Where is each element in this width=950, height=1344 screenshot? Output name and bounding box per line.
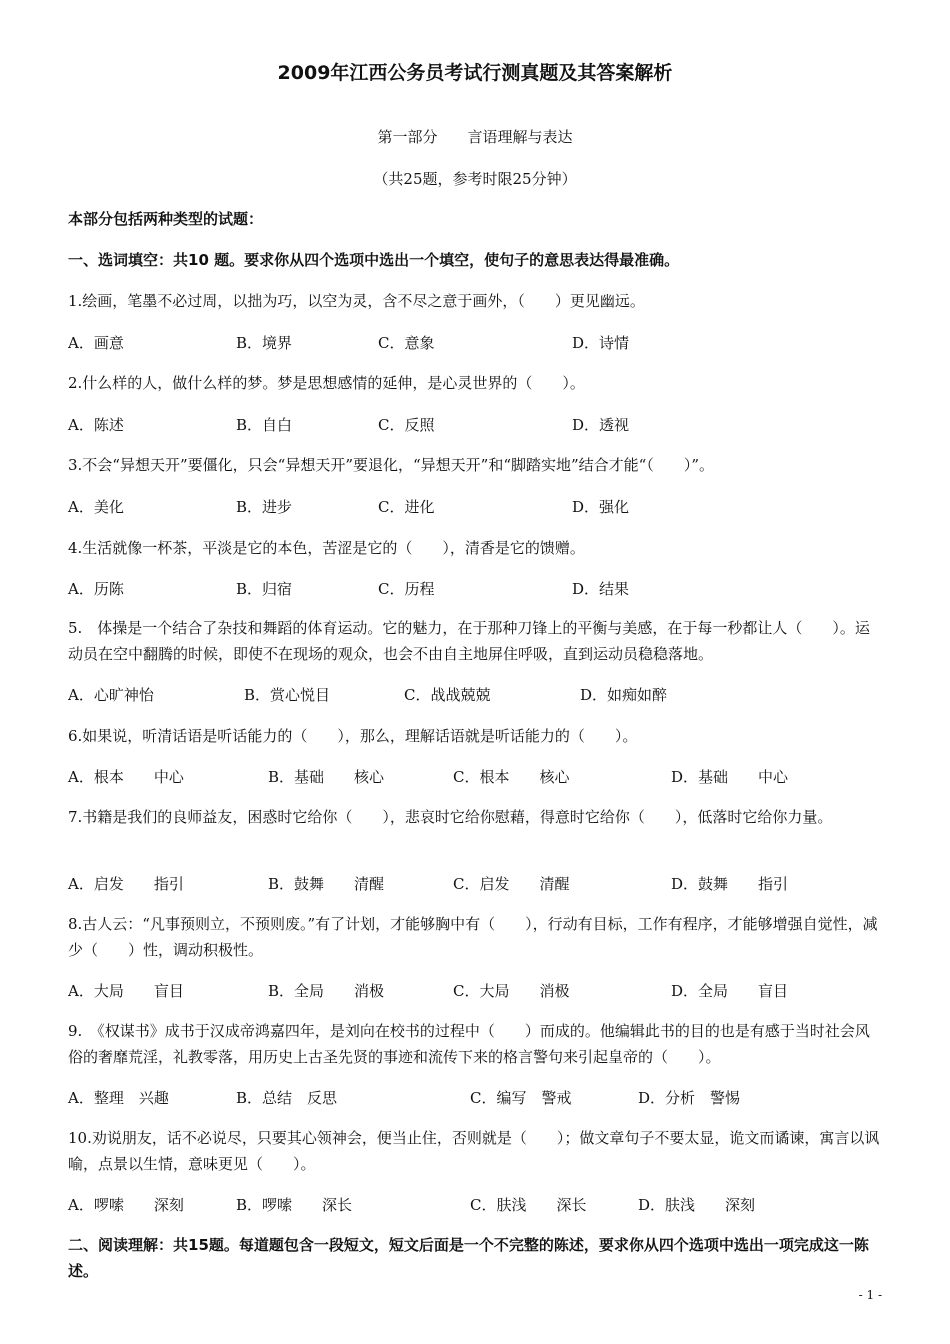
document-title: 2009年江西公务员考试行测真题及其答案解析 bbox=[277, 62, 673, 84]
q7-option-c: C．启发 清醒 bbox=[453, 875, 570, 893]
q10-option-b: B．啰嗦 深长 bbox=[236, 1196, 353, 1214]
q10-option-c: C．肤浅 深长 bbox=[470, 1196, 587, 1214]
question-7: 7.书籍是我们的良师益友，困惑时它给你（ ），悲哀时它给你慰藉，得意时它给你（ ），低落时它给你力量。 bbox=[68, 808, 833, 826]
q4-option-b: B．归宿 bbox=[236, 580, 293, 598]
section-2-heading: 二、阅读理解：共15题。每道题包含一段短文，短文后面是一个不完整的陈述，要求你从四个选项中选出一项完成这一陈述。 bbox=[68, 1236, 869, 1280]
q6-option-d: D．基础 中心 bbox=[671, 768, 789, 786]
q1-option-b: B．境界 bbox=[236, 334, 293, 352]
q1-option-a: A．画意 bbox=[68, 334, 124, 352]
q7-option-b: B．鼓舞 清醒 bbox=[268, 875, 385, 893]
intro-text: 本部分包括两种类型的试题： bbox=[68, 210, 264, 228]
question-5: 5. 体操是一个结合了杂技和舞蹈的体育运动。它的魅力，在于那种刀锋上的平衡与美感，在于每一秒都让人（ ）。运动员在空中翻腾的时候，即使不在现场的观众，也会不由自主地屏住呼吸，直到运动员稳稳落地。 bbox=[68, 619, 870, 663]
question-1: 1.绘画，笔墨不必过周，以拙为巧，以空为灵，含不尽之意于画外，（ ）更见幽远。 bbox=[68, 292, 645, 310]
question-6: 6.如果说，听清话语是听话能力的（ ），那么，理解话语就是听话能力的（ ）。 bbox=[68, 727, 638, 745]
q1-option-d: D．诗情 bbox=[572, 334, 630, 352]
q5-option-b: B．赏心悦目 bbox=[244, 686, 331, 704]
q2-option-a: A．陈述 bbox=[68, 416, 124, 434]
question-4: 4.生活就像一杯茶，平淡是它的本色，苦涩是它的（ ），清香是它的馈赠。 bbox=[68, 539, 585, 557]
q8-option-d: D．全局 盲目 bbox=[671, 982, 789, 1000]
q8-option-c: C．大局 消极 bbox=[453, 982, 570, 1000]
q2-option-d: D．透视 bbox=[572, 416, 630, 434]
q5-option-d: D．如痴如醉 bbox=[580, 686, 668, 704]
q9-option-a: A．整理 兴趣 bbox=[68, 1089, 169, 1107]
q5-option-c: C．战战兢兢 bbox=[404, 686, 491, 704]
q2-option-b: B．自白 bbox=[236, 416, 293, 434]
section-1-heading: 一、选词填空：共10 题。要求你从四个选项中选出一个填空，使句子的意思表达得最准确。 bbox=[68, 251, 680, 269]
q6-option-b: B．基础 核心 bbox=[268, 768, 385, 786]
q10-option-a: A．啰嗦 深刻 bbox=[68, 1196, 184, 1214]
q4-option-d: D．结果 bbox=[572, 580, 630, 598]
question-10: 10.劝说朋友，话不必说尽，只要其心领神会，便当止住，否则就是（ ）；做文章句子不要太显，诡文而谲谏，寓言以讽喻，点景以生情，意味更见（ ）。 bbox=[68, 1129, 880, 1173]
part-heading: 第一部分 言语理解与表达 bbox=[377, 128, 573, 146]
q5-option-a: A．心旷神怡 bbox=[68, 686, 154, 704]
q1-option-c: C．意象 bbox=[378, 334, 435, 352]
q8-option-b: B．全局 消极 bbox=[268, 982, 385, 1000]
q9-option-c: C．编写 警戒 bbox=[470, 1089, 572, 1107]
question-3: 3.不会“异想天开”要僵化，只会“异想天开”要退化，“异想天开”和“脚踏实地”结合才能“（ ）”。 bbox=[68, 456, 715, 474]
q3-option-b: B．进步 bbox=[236, 498, 293, 516]
q3-option-c: C．进化 bbox=[378, 498, 435, 516]
q6-option-a: A．根本 中心 bbox=[68, 768, 184, 786]
q7-option-a: A．启发 指引 bbox=[68, 875, 184, 893]
question-9: 9. 《权谋书》成书于汉成帝鸿嘉四年，是刘向在校书的过程中（ ）而成的。他编辑此书的目的也是有感于当时社会风俗的奢靡荒淫，礼教零落，用历史上古圣先贤的事迹和流传下来的格言警句来引起皇帝的（ ）。 bbox=[68, 1022, 870, 1066]
q10-option-d: D．肤浅 深刻 bbox=[638, 1196, 756, 1214]
page-number: - 1 - bbox=[858, 1288, 882, 1302]
q4-option-a: A．历陈 bbox=[68, 580, 124, 598]
question-8: 8.古人云：“凡事预则立，不预则废。”有了计划，才能够胸中有（ ），行动有目标，工作有程序，才能够增强自觉性，减少（ ）性，调动积极性。 bbox=[68, 915, 878, 959]
q2-option-c: C．反照 bbox=[378, 416, 435, 434]
q7-option-d: D．鼓舞 指引 bbox=[671, 875, 789, 893]
q6-option-c: C．根本 核心 bbox=[453, 768, 570, 786]
q8-option-a: A．大局 盲目 bbox=[68, 982, 184, 1000]
q3-option-d: D．强化 bbox=[572, 498, 630, 516]
q3-option-a: A．美化 bbox=[68, 498, 124, 516]
q4-option-c: C．历程 bbox=[378, 580, 435, 598]
q9-option-b: B．总结 反思 bbox=[236, 1089, 338, 1107]
q9-option-d: D．分析 警惕 bbox=[638, 1089, 741, 1107]
question-2: 2.什么样的人，做什么样的梦。梦是思想感情的延伸，是心灵世界的（ ）。 bbox=[68, 374, 585, 392]
part-note: （共25题，参考时限25分钟） bbox=[373, 170, 577, 188]
